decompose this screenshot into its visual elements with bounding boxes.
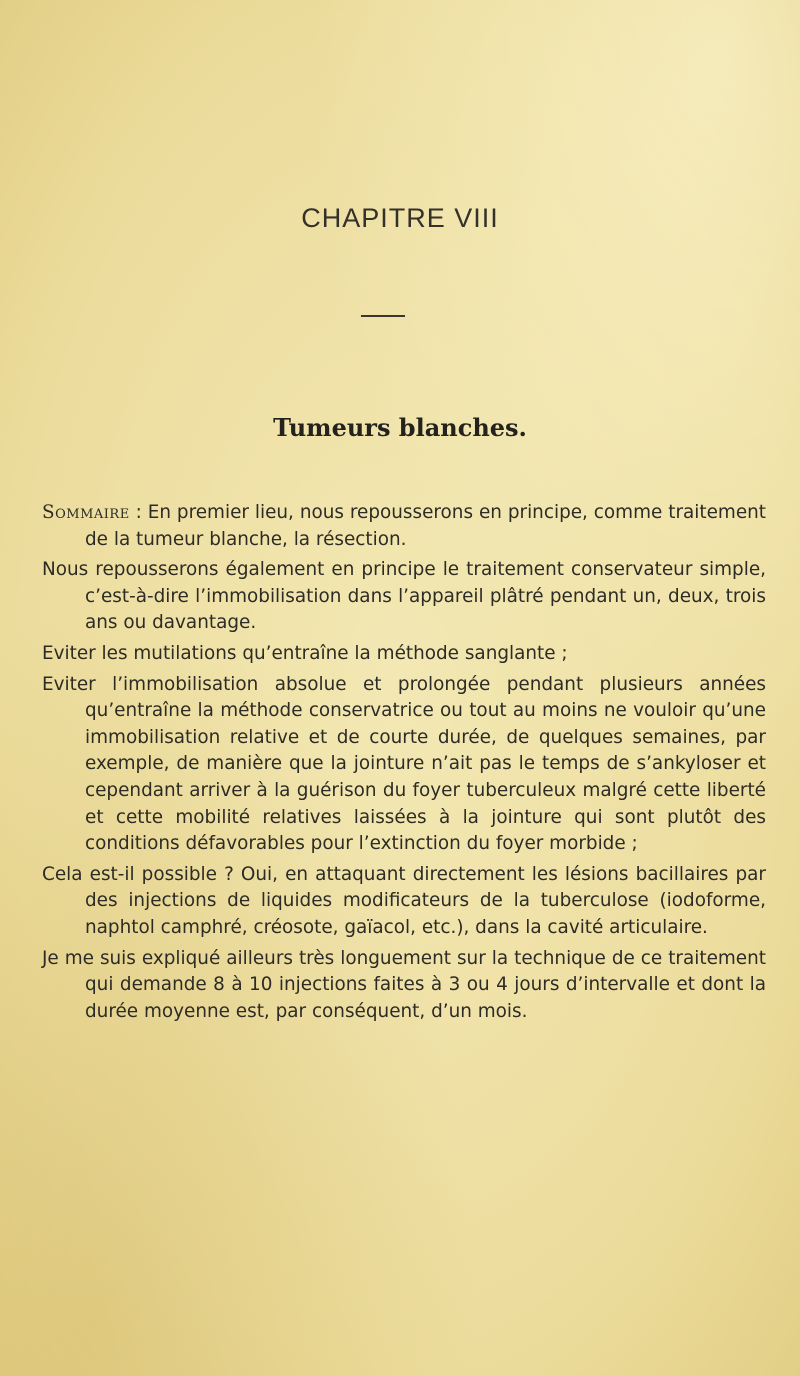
paragraph: Je me suis expliqué ailleurs très longuement sur la technique de ce traitement qui demande 8 à 10 injections faites à 3 ou 4 jours d’intervalle et dont la durée moyenne est, par conséquent, d’un mois.: [42, 947, 766, 1022]
paragraph: Nous repousserons également en principe le traitement conservateur simple, c’est-à-dire l’immobilisation dans l’appareil plâtré pendant un, deux, trois ans ou davantage.: [42, 559, 766, 634]
summary-separator: :: [129, 502, 148, 523]
section-title: Tumeurs blanches.: [273, 413, 527, 442]
chapter-title: CHAPITRE VIII: [301, 203, 499, 233]
paragraph: Eviter l’immobilisation absolue et prolongée pendant plusieurs années qu’entraîne la méthode conservatrice ou tout au moins ne vouloir qu’une immobilisation relative et de courte durée, de quelques semaines, par exemple, de manière que la jointure n’ait pas le temps de s’ankyloser et cependant arriver à la guérison du foyer tuberculeux malgré cette liberté et cette mobilité relatives laissées à la jointure qui sont plutôt des conditions défavorables pour l’extinction du foyer morbide ;: [42, 673, 766, 855]
paragraph: Eviter les mutilations qu’entraîne la méthode sanglante ;: [42, 642, 568, 664]
paragraph: Cela est-il possible ? Oui, en attaquant directement les lésions bacillaires par des injections de liquides modificateurs de la tuberculose (iodoforme, naphtol camphré, créosote, gaïacol, etc.), dans la cavité articulaire.: [42, 863, 766, 938]
summary-label: Sommaire: [42, 502, 130, 523]
paragraph-text: En premier lieu, nous repousserons en principe, comme traitement de la tumeur blanche, la résection.: [85, 502, 767, 550]
body-text: [42, 500, 766, 1029]
title-divider: [361, 315, 405, 317]
paragraph-summary: [42, 500, 766, 553]
